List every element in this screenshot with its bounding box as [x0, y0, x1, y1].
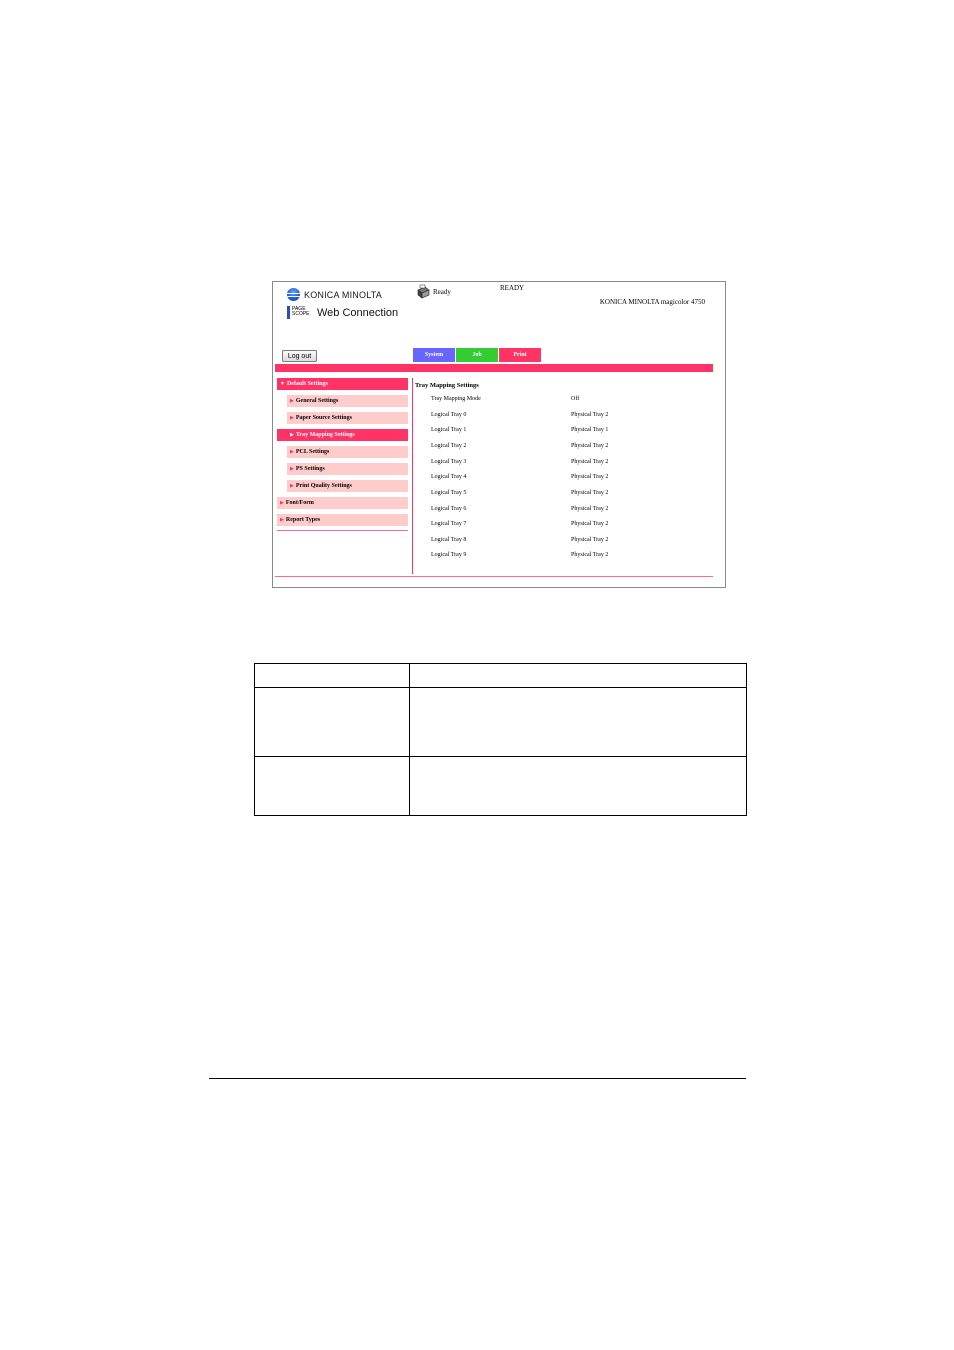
- sidebar-item-label: Print Quality Settings: [295, 483, 352, 489]
- status-long: READY: [500, 284, 525, 292]
- table-cell: [410, 664, 747, 688]
- sidebar-divider: [277, 530, 408, 531]
- table-cell: [410, 757, 747, 816]
- setting-value: Physical Tray 2: [571, 412, 609, 418]
- sidebar-item-label: General Settings: [295, 398, 339, 404]
- triangle-right-icon: ▶: [290, 484, 294, 489]
- status-short: Ready: [433, 288, 451, 296]
- setting-value: Physical Tray 1: [571, 427, 609, 433]
- tab-job[interactable]: Job: [456, 348, 498, 362]
- setting-value: Physical Tray 2: [571, 537, 609, 543]
- setting-label: Tray Mapping Mode: [431, 396, 481, 402]
- setting-label: Logical Tray 9: [431, 552, 467, 558]
- sidebar-item-pcl-settings[interactable]: [287, 446, 408, 458]
- model-name: KONICA MINOLTA magicolor 4750: [599, 298, 705, 306]
- brand-text: KONICA MINOLTA: [304, 289, 382, 300]
- tab-print[interactable]: Print: [499, 348, 541, 362]
- sidebar-item-general-settings[interactable]: [287, 395, 408, 407]
- sidebar-item-paper-source-settings[interactable]: [287, 412, 408, 424]
- page-footer-rule: [209, 1078, 746, 1079]
- table-cell: [255, 757, 410, 816]
- sidebar-item-ps-settings[interactable]: [287, 463, 408, 475]
- setting-value: Physical Tray 2: [571, 521, 609, 527]
- sidebar-item-label: PCL Settings: [295, 449, 330, 455]
- triangle-right-icon: ▶: [280, 501, 284, 506]
- setting-value: Physical Tray 2: [571, 490, 609, 496]
- header-accent-bar: [275, 364, 713, 372]
- sidebar-item-label: Tray Mapping Settings: [295, 432, 355, 438]
- sidebar-item-tray-mapping-settings[interactable]: [277, 429, 408, 441]
- setting-label: Logical Tray 7: [431, 521, 467, 527]
- table-cell: [255, 688, 410, 757]
- setting-label: Logical Tray 5: [431, 490, 467, 496]
- konica-minolta-globe-icon: [287, 288, 300, 301]
- sidebar-item-label: Font/Form: [285, 500, 314, 506]
- logout-button[interactable]: Log out: [282, 350, 317, 362]
- printer-status-icon: [415, 284, 431, 300]
- setting-value: Physical Tray 2: [571, 459, 609, 465]
- content-vertical-divider: [412, 378, 413, 574]
- setting-label: Logical Tray 8: [431, 537, 467, 543]
- setting-label: Logical Tray 0: [431, 412, 467, 418]
- document-table: [254, 663, 747, 816]
- sidebar-item-label: Report Types: [285, 517, 321, 523]
- pagescope-mark-icon: [287, 306, 315, 319]
- pagescope-logo: [287, 306, 398, 319]
- triangle-right-icon: ▶: [290, 467, 294, 472]
- setting-value: Physical Tray 2: [571, 552, 609, 558]
- triangle-right-icon: ▶: [290, 433, 294, 438]
- table-row: [255, 757, 747, 816]
- setting-label: Logical Tray 2: [431, 443, 467, 449]
- sidebar-default-settings[interactable]: [277, 378, 408, 390]
- sidebar-item-font-form[interactable]: [277, 497, 408, 509]
- ps-mark-top: PAGE: [292, 306, 306, 312]
- table-row: [255, 664, 747, 688]
- table-cell: [410, 688, 747, 757]
- setting-label: Logical Tray 6: [431, 506, 467, 512]
- web-connection-title: Web Connection: [317, 306, 399, 319]
- setting-value: Physical Tray 2: [571, 506, 609, 512]
- setting-label: Logical Tray 1: [431, 427, 467, 433]
- sidebar-item-print-quality-settings[interactable]: [287, 480, 408, 492]
- sidebar-item-label: PS Settings: [295, 466, 325, 472]
- tab-system[interactable]: System: [413, 348, 455, 362]
- setting-value: Physical Tray 2: [571, 443, 609, 449]
- page-title: Tray Mapping Settings: [415, 382, 479, 389]
- konica-minolta-logo: [287, 288, 382, 301]
- triangle-right-icon: ▶: [290, 399, 294, 404]
- setting-label: Logical Tray 4: [431, 474, 467, 480]
- triangle-right-icon: ▶: [290, 450, 294, 455]
- sidebar-item-label: Paper Source Settings: [295, 415, 352, 421]
- footer-accent-line: [275, 576, 713, 577]
- table-row: [255, 688, 747, 757]
- ps-mark-bottom: SCOPE: [292, 311, 310, 317]
- web-connection-screenshot: [272, 281, 726, 588]
- sidebar-item-report-types[interactable]: [277, 514, 408, 526]
- triangle-right-icon: ▶: [290, 416, 294, 421]
- table-cell: [255, 664, 410, 688]
- setting-value: Off: [571, 396, 580, 402]
- setting-value: Physical Tray 2: [571, 474, 609, 480]
- sidebar-item-label: Default Settings: [286, 381, 328, 387]
- triangle-right-icon: ▶: [280, 518, 284, 523]
- setting-label: Logical Tray 3: [431, 459, 467, 465]
- triangle-down-icon: ▼: [280, 381, 285, 387]
